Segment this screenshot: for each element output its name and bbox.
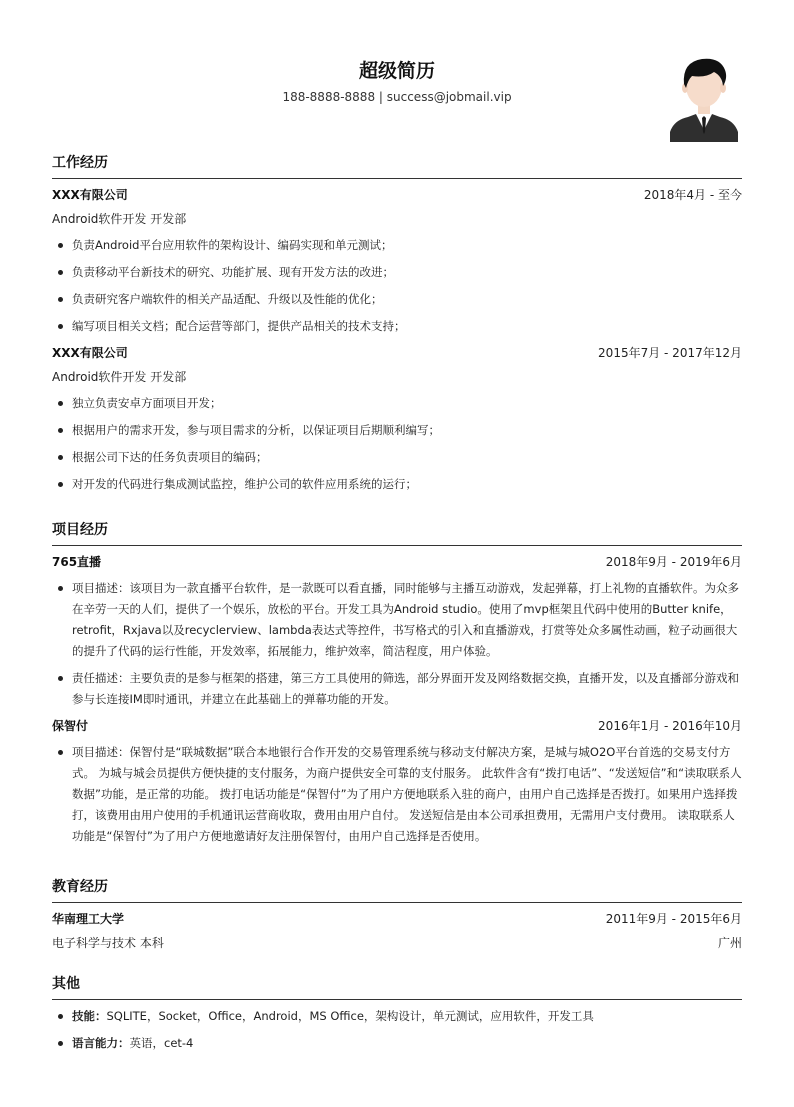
list-item: 编写项目相关文档；配合运营等部门，提供产品相关的技术支持； [52, 316, 742, 337]
list-item: 对开发的代码进行集成测试监控，维护公司的软件应用系统的运行； [52, 474, 742, 495]
section-title: 项目经历 [52, 520, 742, 546]
school-name: 华南理工大学 [52, 912, 125, 926]
projects-section [52, 520, 742, 847]
entry-date: 2018年4月 - 至今 [643, 188, 742, 202]
entry-date: 2011年9月 - 2015年6月 [605, 912, 742, 926]
work-section [52, 153, 742, 495]
entry-date: 2015年7月 - 2017年12月 [598, 346, 742, 360]
role-text: Android软件开发 开发部 [52, 370, 187, 384]
section-title: 教育经历 [52, 877, 742, 903]
skills-item [52, 1006, 742, 1027]
project-name: 保智付 [52, 719, 89, 733]
other-section [52, 974, 742, 1054]
project-entry [52, 716, 742, 847]
work-entry [52, 185, 742, 337]
project-name: 765直播 [52, 555, 102, 569]
education-section [52, 877, 742, 953]
language-text: 英语，cet-4 [129, 1036, 194, 1050]
list-item: 项目描述：保智付是“联城数据”联合本地银行合作开发的交易管理系统与移动支付解决方案，是城与城O2O平台首选的交易支付方式。 为城与城会员提供方便快捷的支付服务，为商户提供安全可靠的支付服务。 此软件含有“拨打电话”、“发送短信”和“读取联系人数据”功能，是正常的功能。 拨打电话功能是“保智付”为了用户方便地联系入驻的商户，由用户自己选择是否拨打。如果用户选择拨打，该费用由用户使用的手机通讯运营商收取，费用由用户自付。 发送短信是由本公司承担费用，无需用户支付费用。 读取联系人功能是“保智付”为了用户方便地邀请好友注册保智付，由用户自己选择是否使用。 [52, 742, 742, 847]
list-item: 根据公司下达的任务负责项目的编码； [52, 447, 742, 468]
list-item: 负责移动平台新技术的研究、功能扩展、现有开发方法的改进； [52, 262, 742, 283]
list-item: 责任描述：主要负责的是参与框架的搭建，第三方工具使用的筛选，部分界面开发及网络数据交换，直播开发，以及直播部分游戏和参与长连接IM即时通讯，并建立在此基础上的弹幕功能的开发。 [52, 668, 742, 710]
company-name: XXX有限公司 [52, 188, 128, 202]
skills-text: SQLITE，Socket，Office，Android，MS Office，架构设计，单元测试，应用软件，开发工具 [106, 1009, 594, 1023]
project-entry [52, 552, 742, 710]
work-entry [52, 343, 742, 495]
contact-info: 188-8888-8888 | success@jobmail.vip [282, 90, 512, 104]
list-item: 负责Android平台应用软件的架构设计、编码实现和单元测试； [52, 235, 742, 256]
language-item [52, 1033, 742, 1054]
entry-date: 2016年1月 - 2016年10月 [598, 719, 742, 733]
entry-date: 2018年9月 - 2019年6月 [605, 555, 742, 569]
list-item: 独立负责安卓方面项目开发； [52, 393, 742, 414]
resume-name: 超级简历 [358, 60, 435, 82]
avatar-icon [670, 54, 738, 142]
language-label: 语言能力： [72, 1036, 130, 1050]
skills-label: 技能： [72, 1009, 107, 1023]
major-text: 电子科学与技术 本科 [52, 936, 164, 950]
section-title: 其他 [52, 974, 742, 1000]
city-text: 广州 [717, 936, 742, 950]
list-item: 项目描述：该项目为一款直播平台软件，是一款既可以看直播，同时能够与主播互动游戏，发起弹幕，打上礼物的直播软件。为众多在辛劳一天的人们，提供了一个娱乐，放松的平台。开发工具为Android studio。使用了mvp框架且代码中使用的Butter knife，retrofit，Rxjava以及recyclerview、lambda表达式等控件，书写格式的引入和直播游戏，打赏等处众多属性动画，粒子动画很大的提升了代码的运行性能，开发效率，拓展能力，维护效率，简洁程度，用户体验。 [52, 578, 742, 662]
section-title: 工作经历 [52, 153, 742, 179]
list-item: 根据用户的需求开发，参与项目需求的分析，以保证项目后期顺利编写； [52, 420, 742, 441]
company-name: XXX有限公司 [52, 346, 128, 360]
role-text: Android软件开发 开发部 [52, 212, 187, 226]
list-item: 负责研究客户端软件的相关产品适配、升级以及性能的优化； [52, 289, 742, 310]
